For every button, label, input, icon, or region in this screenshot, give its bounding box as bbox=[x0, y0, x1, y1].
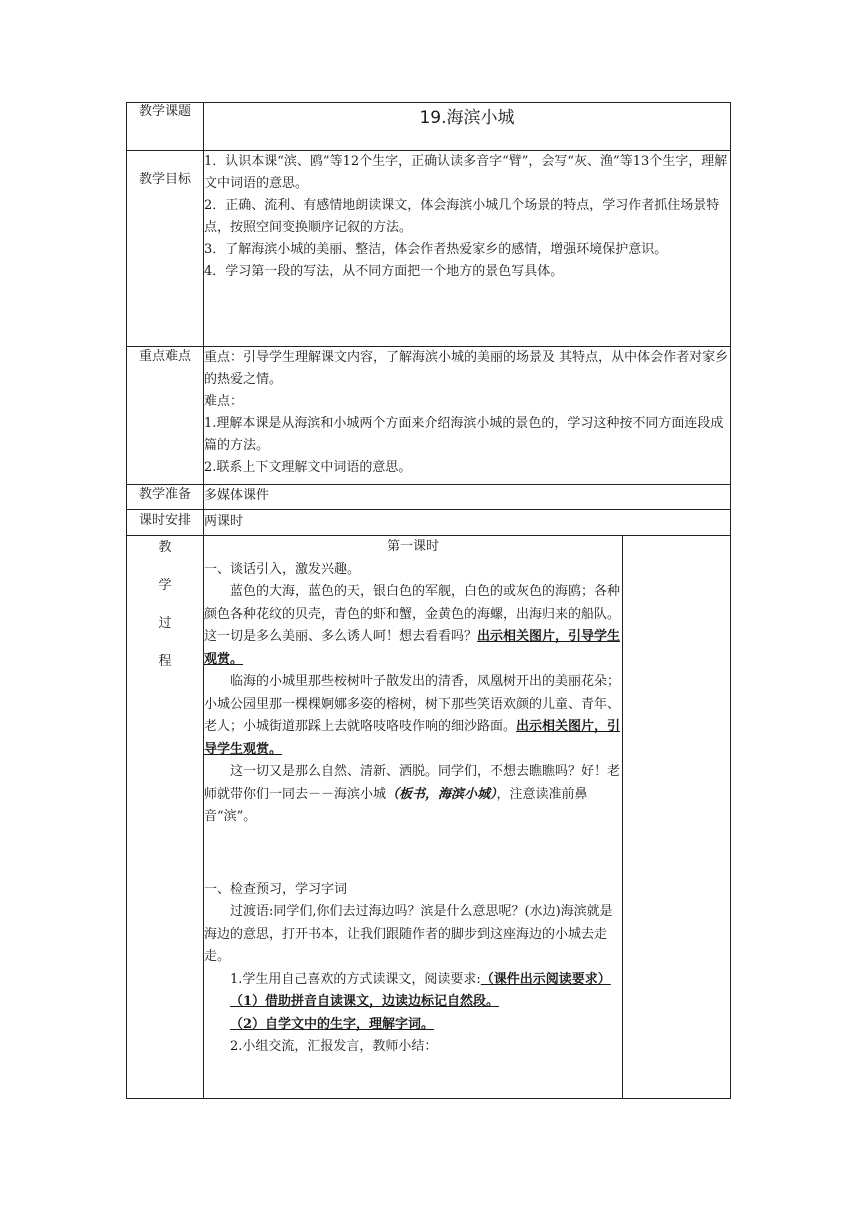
row-process bbox=[127, 536, 731, 1099]
goal-item: 3．了解海滨小城的美丽、整洁，体会作者热爱家乡的感情，增强环境保护意识。 bbox=[204, 242, 668, 257]
notes-column bbox=[623, 536, 731, 1099]
instruction-text: （课件出示阅读要求） bbox=[480, 971, 611, 987]
difficulty-label: 难点： bbox=[204, 394, 244, 409]
label-process-char: 过 bbox=[158, 616, 172, 631]
row-schedule bbox=[127, 510, 731, 536]
paragraph: 1.学生用自己喜欢的方式读课文，阅读要求:（课件出示阅读要求） bbox=[230, 971, 611, 987]
difficulty-item: 2.联系上下文理解文中词语的意思。 bbox=[204, 460, 412, 475]
paragraph: 这一切又是那么自然、清新、洒脱。同学们，不想去瞧瞧吗？好！老师就带你们一同去－－海滨小城（板书，海滨小城），注意读准前鼻音“滨”。 bbox=[204, 764, 621, 824]
lesson-plan-table bbox=[126, 102, 731, 1099]
label-goals: 教学目标 bbox=[127, 151, 204, 347]
reading-requirement: （2）自学文中的生字，理解字词。 bbox=[230, 1016, 435, 1032]
goals-content bbox=[204, 151, 731, 347]
instruction-text: 出示相关图片，引导学生观赏。 bbox=[204, 629, 621, 667]
paragraph: 2.小组交流，汇报发言，教师小结： bbox=[230, 1039, 438, 1054]
board-note: （板书，海滨小城） bbox=[386, 786, 497, 802]
label-topic: 教学课题 bbox=[127, 103, 204, 151]
reading-requirement: （1）借助拼音自读课文，边读边标记自然段。 bbox=[230, 994, 500, 1009]
prep-value: 多媒体课件 bbox=[204, 485, 731, 510]
label-process bbox=[127, 536, 204, 1099]
key-content bbox=[204, 347, 731, 485]
row-topic bbox=[127, 103, 731, 151]
goal-item: 1．认识本课“滨、鸥”等12个生字，正确认读多音字“臂”，会写“灰、渔”等13个生字，理解文中词语的意思。 bbox=[204, 154, 728, 191]
focus-text: 重点：引导学生理解课文内容，了解海滨小城的美丽的场景及 其特点，从中体会作者对家乡的热爱之情。 bbox=[204, 350, 729, 387]
instruction-text: 出示相关图片，引导学生观赏。 bbox=[204, 719, 621, 757]
goal-item: 4．学习第一段的写法，从不同方面把一个地方的景色写具体。 bbox=[204, 264, 564, 279]
lesson-title: 19.海滨小城 bbox=[204, 103, 731, 151]
difficulty-item: 1.理解本课是从海滨和小城两个方面来介绍海滨小城的景色的，学习这种按不同方面连段成篇的方法。 bbox=[204, 416, 724, 453]
label-process-char: 程 bbox=[158, 654, 172, 669]
lesson-period-title: 第一课时 bbox=[386, 539, 439, 554]
paragraph: 临海的小城里那些桉树叶子散发出的清香，凤凰树开出的美丽花朵；小城公园里那一棵棵婀娜多姿的榕树，树下那些笑语欢颜的儿童、青年、老人；小城街道那踩上去就咯吱咯吱作响的细沙路面。出示相关图片，引导学生观赏。 bbox=[204, 674, 621, 757]
row-key bbox=[127, 347, 731, 485]
process-content bbox=[204, 536, 623, 1099]
goal-item: 2．正确、流利、有感情地朗读课文，体会海滨小城几个场景的特点，学习作者抓住场景特点，按照空间变换顺序记叙的方法。 bbox=[204, 198, 720, 235]
label-key: 重点难点 bbox=[127, 347, 204, 485]
schedule-value: 两课时 bbox=[204, 510, 731, 536]
section-heading: 一、检查预习，学习字词 bbox=[204, 881, 348, 897]
label-schedule: 课时安排 bbox=[127, 510, 204, 536]
paragraph: 蓝色的大海，蓝色的天，银白色的军舰，白色的或灰色的海鸥；各种颜色各种花纹的贝壳，青色的虾和蟹，金黄色的海螺，出海归来的船队。这一切是多么美丽、多么诱人呵！想去看看吗？出示相关图片，引导学生观赏。 bbox=[204, 584, 621, 667]
section-heading: 一、谈话引入，激发兴趣。 bbox=[204, 561, 361, 577]
paragraph: 过渡语:同学们,你们去过海边吗？滨是什么意思呢？(水边)海滨就是海边的意思，打开书本，让我们跟随作者的脚步到这座海边的小城去走走。 bbox=[204, 904, 613, 964]
label-prep: 教学准备 bbox=[127, 485, 204, 510]
label-process-char: 学 bbox=[158, 578, 172, 593]
label-process-char: 教 bbox=[158, 540, 172, 555]
row-goals bbox=[127, 151, 731, 347]
row-prep bbox=[127, 485, 731, 510]
